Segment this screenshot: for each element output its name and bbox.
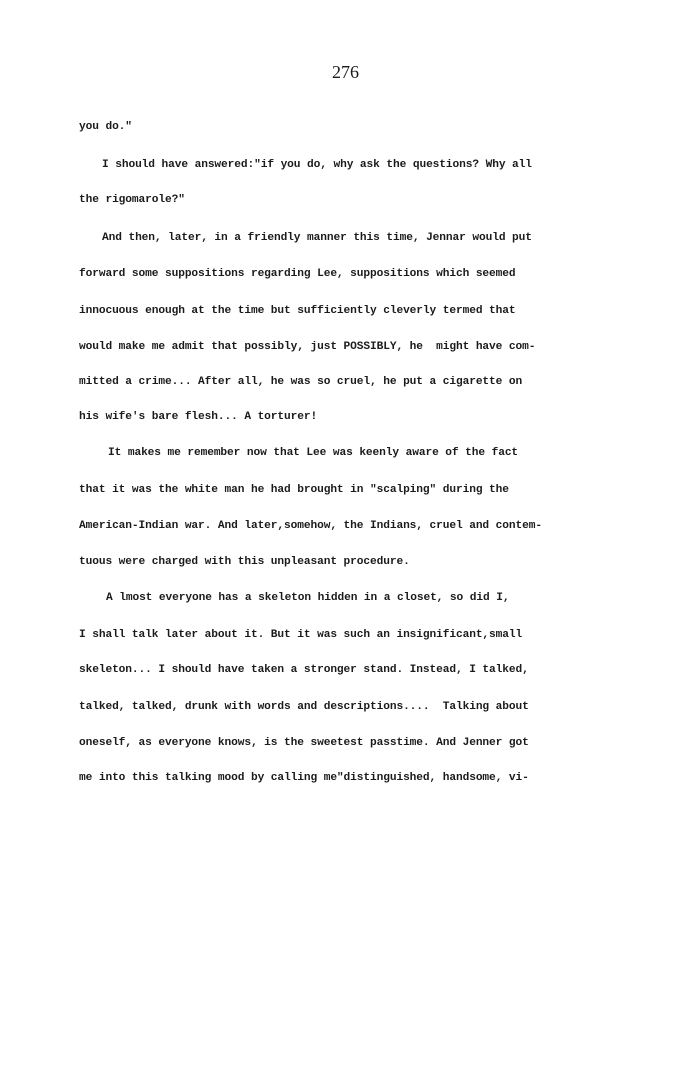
text-line-10: It makes me remember now that Lee was keenly aware of the fact xyxy=(108,447,519,459)
text-line-3: the rigomarole?" xyxy=(79,194,185,206)
text-line-6: innocuous enough at the time but sufficiently cleverly termed that xyxy=(79,305,516,317)
text-line-14: A lmost everyone has a skeleton hidden in a closet, so did I, xyxy=(106,592,510,604)
text-line-5: forward some suppositions regarding Lee, suppositions which seemed xyxy=(79,268,516,280)
text-line-13: tuous were charged with this unpleasant procedure. xyxy=(79,556,410,568)
text-line-18: oneself, as everyone knows, is the sweetest passtime. And Jenner got xyxy=(79,737,529,749)
text-line-19: me into this talking mood by calling me"distinguished, handsome, vi- xyxy=(79,772,529,784)
text-line-4: And then, later, in a friendly manner this time, Jennar would put xyxy=(102,232,532,244)
page-number: 276 xyxy=(332,62,359,82)
text-line-11: that it was the white man he had brought in "scalping" during the xyxy=(79,484,509,496)
text-line-8: mitted a crime... After all, he was so cruel, he put a cigarette on xyxy=(79,376,523,388)
text-line-9: his wife's bare flesh... A torturer! xyxy=(79,411,318,423)
text-line-7: would make me admit that possibly, just POSSIBLY, he might have com- xyxy=(79,341,536,353)
text-line-1: you do." xyxy=(79,121,132,133)
text-line-12: American-Indian war. And later,somehow, the Indians, cruel and contem- xyxy=(79,520,542,532)
text-line-15: I shall talk later about it. But it was such an insignificant,small xyxy=(79,629,523,641)
text-line-16: skeleton... I should have taken a stronger stand. Instead, I talked, xyxy=(79,664,529,676)
text-line-17: talked, talked, drunk with words and descriptions.... Talking about xyxy=(79,701,529,713)
text-line-2: I should have answered:"if you do, why ask the questions? Why all xyxy=(102,159,532,171)
